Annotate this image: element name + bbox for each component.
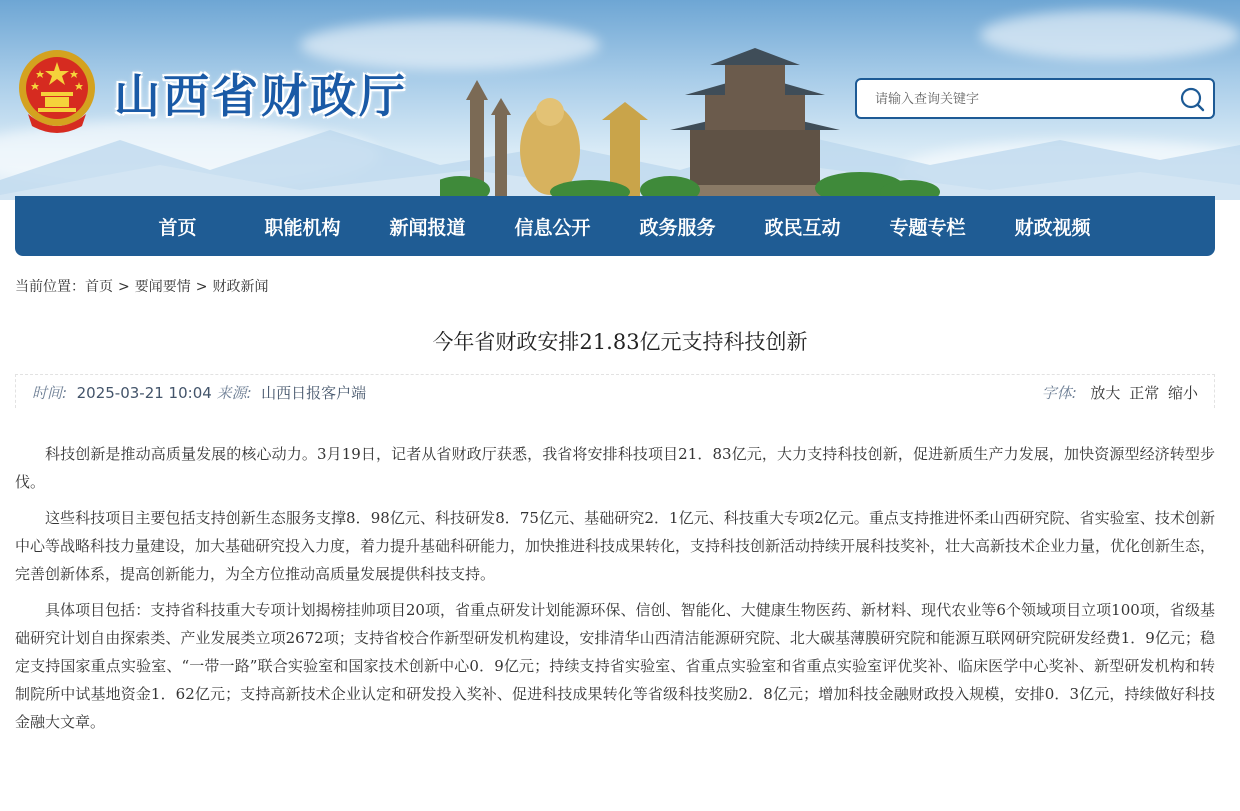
article-body xyxy=(15,440,1215,744)
breadcrumb-link-headlines[interactable]: 要闻要情 xyxy=(134,279,191,295)
article-paragraph: 具体项目包括：支持省科技重大专项计划揭榜挂帅项目20项，省重点研发计划能源环保、信创、智能化、大健康生物医药、新材料、现代农业等6个领域项目立项100项，省级基础研究计划自由探索类、产业发展类立项2672项；支持省校合作新型研发机构建设，安排清华山西清洁能源研究院、北大碳基薄膜研究院和能源互联网研究院研发经费1．9亿元；稳定支持国家重点实验室、“一带一路”联合实验室和国家技术创新中心0．9亿元；持续支持省实验室、省重点实验室和省重点实验室评优奖补、临床医学中心奖补、新型研发机构和转制院所中试基地资金1．62亿元；支持高新技术企业认定和研发投入奖补、促进科技成果转化等省级科技奖励2．8亿元；增加科技金融财政投入规模，安排0．3亿元，持续做好科技金融大文章。 xyxy=(15,601,1215,731)
header-banner xyxy=(0,0,1240,200)
breadcrumb xyxy=(15,276,268,296)
nav-item-departments[interactable]: 职能机构 xyxy=(264,216,341,239)
search-icon[interactable] xyxy=(1179,86,1205,112)
article-paragraph: 这些科技项目主要包括支持创新生态服务支撑8．98亿元、科技研发8．75亿元、基础研究2．1亿元、科技重大专项2亿元。重点支持推进怀柔山西研究院、省实验室、技术创新中心等战略科技力量建设，加大基础研究投入力度，着力提升基础科研能力，加快推进科技成果转化，支持科技创新活动持续开展科技奖补，壮大高新技术企业力量，优化创新生态，完善创新体系，提高创新能力，为全方位推动高质量发展提供科技支持。 xyxy=(15,509,1216,583)
breadcrumb-link-finance-news[interactable]: 财政新闻 xyxy=(212,279,269,295)
landmark-scene-illustration xyxy=(440,40,940,200)
article-paragraph: 科技创新是推动高质量发展的核心动力。3月19日，记者从省财政厅获悉，我省将安排科技项目21．83亿元，大力支持科技创新，促进新质生产力发展，加快资源型经济转型步伐。 xyxy=(15,445,1215,491)
search-input[interactable] xyxy=(875,88,1165,110)
article-source: 山西日报客户端 xyxy=(261,384,367,402)
breadcrumb-separator: > xyxy=(195,279,208,295)
font-smaller-button[interactable]: 缩小 xyxy=(1167,384,1198,402)
nav-item-videos[interactable]: 财政视频 xyxy=(1014,216,1091,239)
font-larger-button[interactable]: 放大 xyxy=(1090,384,1121,402)
cloud-decoration xyxy=(980,10,1240,60)
nav-item-home[interactable]: 首页 xyxy=(158,216,197,239)
nav-item-info-disclosure[interactable]: 信息公开 xyxy=(514,216,591,239)
font-size-label: 字体: xyxy=(1041,384,1077,402)
nav-item-special-topics[interactable]: 专题专栏 xyxy=(889,216,966,239)
main-nav xyxy=(15,196,1215,256)
article-title: 今年省财政安排21.83亿元支持科技创新 xyxy=(432,330,808,354)
source-label: 来源: xyxy=(216,384,252,402)
breadcrumb-separator: > xyxy=(118,279,130,295)
article-meta-bar xyxy=(15,374,1215,408)
site-title: 山西省财政厅 xyxy=(114,69,408,123)
nav-item-news[interactable]: 新闻报道 xyxy=(389,216,466,239)
national-emblem-icon xyxy=(16,48,98,134)
search-box xyxy=(855,78,1215,119)
breadcrumb-prefix: 当前位置： xyxy=(15,279,85,295)
article-meta-left xyxy=(32,382,366,403)
nav-item-interaction[interactable]: 政民互动 xyxy=(764,216,841,239)
font-size-controls xyxy=(1042,382,1198,403)
font-normal-button[interactable]: 正常 xyxy=(1129,384,1160,402)
publish-time: 2025-03-21 10:04 xyxy=(76,384,212,402)
breadcrumb-link-home[interactable]: 首页 xyxy=(85,279,113,295)
nav-item-gov-services[interactable]: 政务服务 xyxy=(639,216,716,239)
time-label: 时间: xyxy=(32,384,68,402)
